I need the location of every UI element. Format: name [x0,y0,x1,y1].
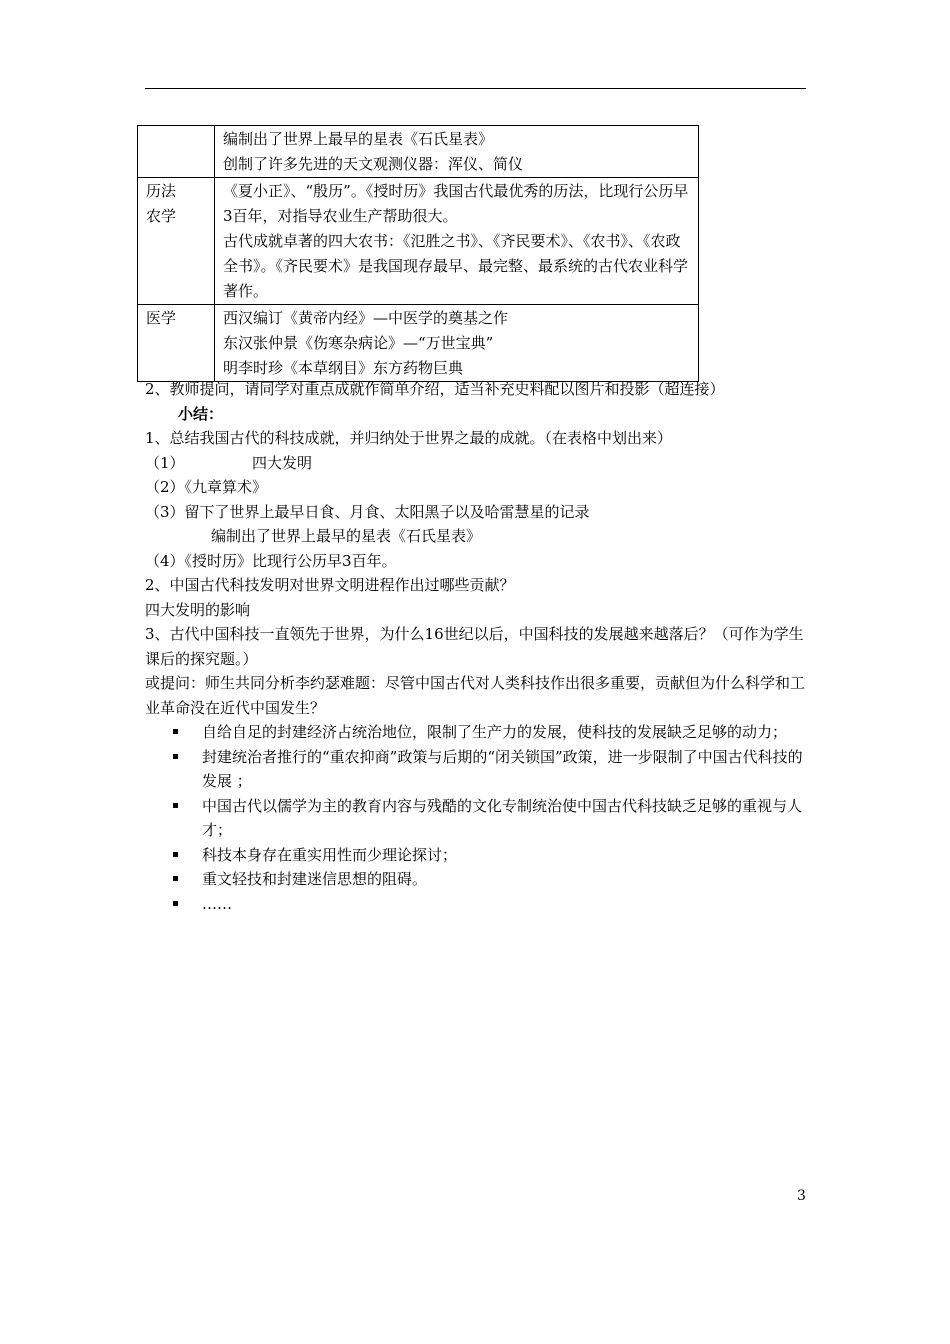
answer-2: （2）《九章算术》 [145,478,268,496]
answer-question-2: 四大发明的影响 [145,600,251,619]
list-item [145,843,815,868]
answer-4: （4）《授时历》比现行公历早3百年。 [145,551,397,570]
content-cell [215,305,699,382]
list-item [145,867,815,892]
answer-3b: 编制出了世界上最早的星表《石氏星表》 [211,527,482,545]
question-1: 1、总结我国古代的科技成就，并归纳处于世界之最的成就。（在表格中划出来） [145,429,673,447]
list-item [145,892,815,917]
bullet-icon [173,876,178,881]
page-number: 3 [797,1188,806,1204]
bullet-icon [173,754,178,759]
table-line: 明李时珍《本草纲目》东方药物巨典 [223,359,464,377]
content-cell [215,178,699,305]
category-cell [138,305,215,382]
header-rule [145,88,806,89]
summary-title: 小结： [178,404,224,423]
category-cell [138,178,215,305]
reason-text: 科技本身存在重实用性而少理论探讨； [202,845,458,864]
answer-1: （1） 四大发明 [145,453,313,472]
table-line: 创制了许多先进的天文观测仪器：浑仪、简仪 [223,155,524,173]
reasons-list [145,720,815,916]
bullet-icon [173,803,178,808]
teacher-question: 2、教师提问，请同学对重点成就作简单介绍，适当补充史料配以图片和投影（超连接） [145,380,725,398]
list-item [145,720,815,745]
table-row [138,126,699,178]
bullet-icon [173,901,178,906]
category-label: 农学 [146,207,177,225]
category-cell [138,126,215,178]
table-line: 《夏小正》、“殷历”。《授时历》我国古代最优秀的历法，比现行公历早3百年，对指导农业生产帮助很大。 [223,182,689,225]
table-line: 西汉编订《黄帝内经》—中医学的奠基之作 [223,309,509,327]
reason-text: 自给自足的封建经济占统治地位，限制了生产力的发展，使科技的发展缺乏足够的动力； [202,723,788,741]
table-row [138,178,699,305]
reason-text: …… [202,894,232,913]
reason-text: 重文轻技和封建迷信思想的阻碍。 [202,870,428,888]
content-cell [215,126,699,178]
question-3-alt: 或提问：师生共同分析李约瑟难题：尽管中国古代对人类科技作出很多重要，贡献但为什么科学和工业革命没在近代中国发生？ [145,674,806,717]
list-item [145,794,815,843]
list-item [145,745,815,794]
reason-text: 封建统治者推行的“重农抑商”政策与后期的“闭关锁国”政策，进一步限制了中国古代科技的发展 ； [202,747,803,790]
table-row [138,305,699,382]
bullet-icon [173,729,178,734]
question-2: 2、中国古代科技发明对世界文明进程作出过哪些贡献？ [145,576,515,594]
achievements-table [137,125,699,382]
bullet-icon [173,852,178,857]
category-label: 历法 [146,182,177,200]
reason-text: 中国古代以儒学为主的教育内容与残酷的文化专制统治使中国古代科技缺乏足够的重视与人才； [202,796,803,839]
table-line: 东汉张仲景《伤寒杂病论》—“万世宝典” [223,334,494,352]
table-line: 古代成就卓著的四大农书：《氾胜之书》、《齐民要术》、《农书》、《农政全书》。《齐民要术》是我国现存最早、最完整、最系统的古代农业科学著作。 [223,232,689,300]
body-text [145,377,815,916]
answer-3: （3）留下了世界上最早日食、月食、太阳黑子以及哈雷慧星的记录 [145,502,590,521]
table-line: 编制出了世界上最早的星表《石氏星表》 [223,130,494,148]
question-3: 3、古代中国科技一直领先于世界，为什么16世纪以后，中国科技的发展越来越落后？（可作为学生课后的探究题。） [145,625,804,668]
category-label: 医学 [146,309,177,327]
